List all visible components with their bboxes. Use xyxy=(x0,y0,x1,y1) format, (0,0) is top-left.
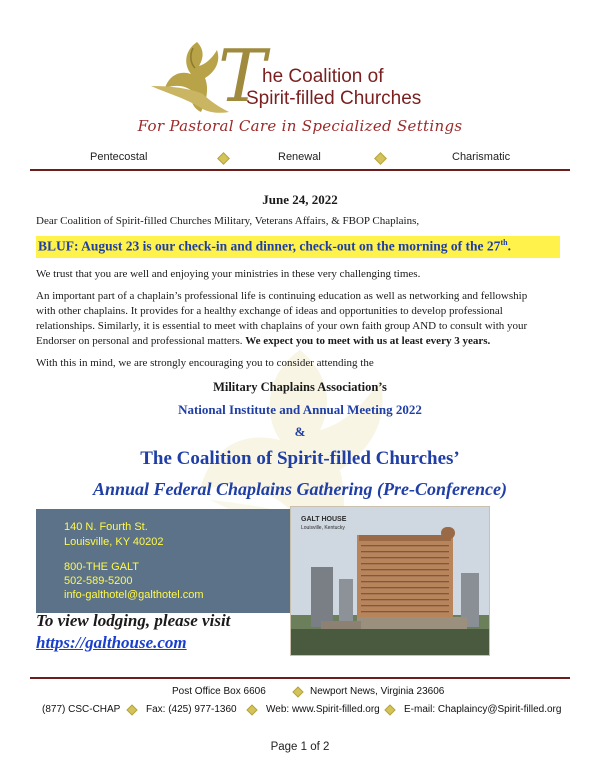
footer-pobox: Post Office Box 6606 xyxy=(172,686,266,697)
logo-initial: T xyxy=(218,34,267,118)
hotel-email: info-galthotel@galthotel.com xyxy=(64,589,204,601)
lodging-prompt: To view lodging, please visit xyxy=(36,611,231,630)
label-pentecostal: Pentecostal xyxy=(90,151,148,163)
paragraph-line: An important part of a chaplain’s professional life is continuing education as well as networking and fellowship xyxy=(36,290,528,302)
paragraph-text: Endorser on personal and professional matters. xyxy=(36,335,246,347)
event-association: Military Chaplains Association’s xyxy=(213,380,387,394)
footer-web[interactable]: Web: www.Spirit-filled.org xyxy=(266,704,380,715)
event-institute: National Institute and Annual Meeting 2022 xyxy=(178,402,422,417)
hotel-phone: 502-589-5200 xyxy=(64,575,133,587)
diamond-bullet-icon xyxy=(384,704,395,715)
bluf-label: BLUF: xyxy=(38,238,79,254)
hotel-contact-box xyxy=(36,509,304,613)
bluf-text: August 23 is our check-in and dinner, check-out on the morning of the 27 xyxy=(78,238,501,254)
postcard-subtitle: Louisville, Kentucky xyxy=(301,525,345,531)
tagline: For Pastoral Care in Specialized Settings xyxy=(137,117,463,135)
paragraph-line: relationships. Similarly, it is essential to meet with chaplains of your own faith group AND to consult with your xyxy=(36,320,528,332)
postcard-title: GALT HOUSE xyxy=(301,516,347,523)
hotel-address-street: 140 N. Fourth St. xyxy=(64,521,148,533)
bluf-line xyxy=(38,238,511,255)
logo-title-line2: Spirit-filled Churches xyxy=(246,88,422,109)
footer-city: Newport News, Virginia 23606 xyxy=(310,686,445,697)
page-number: Page 1 of 2 xyxy=(270,741,330,753)
logo-title-line1: he Coalition of xyxy=(262,66,384,87)
salutation: Dear Coalition of Spirit-filled Churches Military, Veterans Affairs, & FBOP Chaplains, xyxy=(36,215,420,227)
label-renewal: Renewal xyxy=(278,151,321,163)
event-gathering: Annual Federal Chaplains Gathering (Pre-Conference) xyxy=(92,479,508,499)
footer-email[interactable]: E-mail: Chaplaincy@Spirit-filled.org xyxy=(404,704,562,715)
paragraph-encourage: With this in mind, we are strongly encouraging you to consider attending the xyxy=(36,357,374,369)
letter-date: June 24, 2022 xyxy=(262,192,338,207)
diamond-bullet-icon xyxy=(374,152,387,165)
letterhead xyxy=(0,0,600,148)
bluf-superscript: th xyxy=(500,238,508,247)
footer-phone: (877) CSC-CHAP xyxy=(42,704,121,715)
hotel-phone-word: 800-THE GALT xyxy=(64,561,139,573)
diamond-bullet-icon xyxy=(217,152,230,165)
expectation-bold: We expect you to meet with us at least every 3 years. xyxy=(245,335,491,347)
label-charismatic: Charismatic xyxy=(452,151,511,163)
footer-divider xyxy=(30,677,570,679)
lodging-link[interactable]: https://galthouse.com xyxy=(36,633,187,652)
event-ampersand: & xyxy=(294,424,306,439)
paragraph-line xyxy=(36,334,566,349)
denomination-row xyxy=(30,151,570,167)
diamond-bullet-icon xyxy=(126,704,137,715)
footer-fax: Fax: (425) 977-1360 xyxy=(146,704,237,715)
hotel-address-city: Louisville, KY 40202 xyxy=(64,536,164,548)
hotel-building-image xyxy=(291,507,490,656)
paragraph-education xyxy=(36,289,566,349)
bluf-end: . xyxy=(507,238,511,254)
paragraph-line: with other chaplains. It provides for a healthy exchange of ideas and opportunities to develop professional xyxy=(36,305,503,317)
diamond-bullet-icon xyxy=(246,704,257,715)
paragraph-intro: We trust that you are well and enjoying your ministries in these very challenging times. xyxy=(36,268,421,280)
galt-house-photo xyxy=(290,506,490,656)
header-divider xyxy=(30,169,570,171)
diamond-bullet-icon xyxy=(292,686,303,697)
event-coalition: The Coalition of Spirit-filled Churches’ xyxy=(140,448,460,469)
